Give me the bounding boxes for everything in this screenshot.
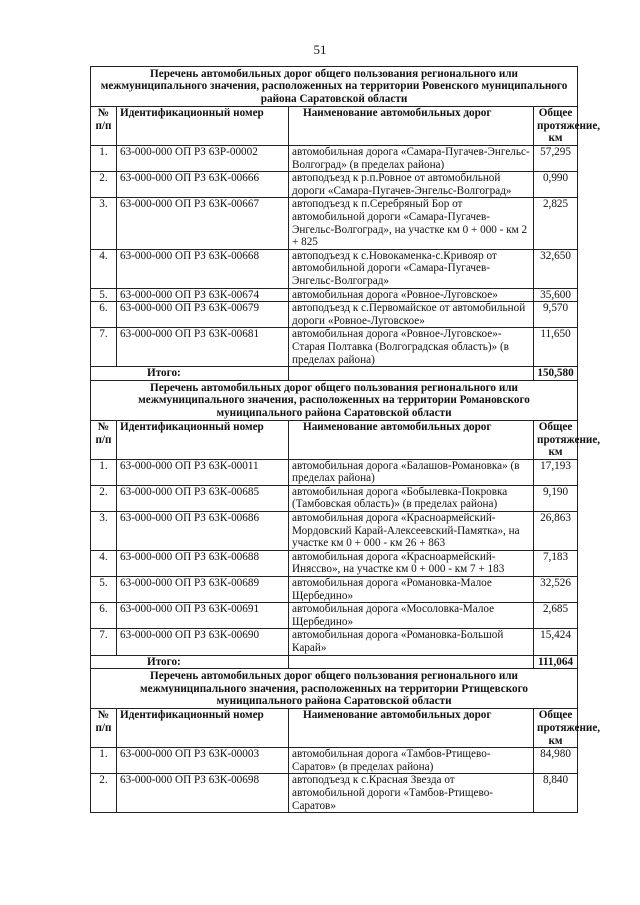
row-number: 1. [91, 748, 117, 774]
header-number: № п/п [91, 420, 117, 459]
table-row [91, 249, 578, 288]
road-identifier: 63-000-000 ОП РЗ 63К-00667 [117, 198, 289, 249]
road-identifier: 63-000-000 ОП РЗ 63К-00688 [117, 550, 289, 576]
road-length: 9,190 [534, 485, 578, 511]
roads-table [90, 66, 601, 813]
header-length: Общее протяжение, км [534, 107, 578, 146]
road-identifier: 63-000-000 ОП РЗ 63Р-00002 [117, 146, 289, 172]
total-row [91, 367, 578, 381]
table-row [91, 603, 578, 629]
section-title-row [91, 669, 578, 709]
row-number: 1. [91, 146, 117, 172]
row-number: 5. [91, 577, 117, 603]
road-length: 32,650 [534, 249, 578, 288]
section-title-row [91, 67, 578, 107]
row-number: 2. [91, 774, 117, 813]
road-identifier: 63-000-000 ОП РЗ 63К-00003 [117, 748, 289, 774]
road-name: автомобильная дорога «Ровное-Луговское»-Старая Полтавка (Волгоградская область)» (в пределах района) [289, 328, 534, 367]
road-name: автоподъезд к р.п.Ровное от автомобильной дороги «Самара-Пугачев-Энгельс-Волгоград» [289, 172, 534, 198]
row-number: 1. [91, 459, 117, 485]
header-length: Общее протяжение, км [534, 709, 578, 748]
row-number: 7. [91, 328, 117, 367]
road-identifier: 63-000-000 ОП РЗ 63К-00681 [117, 328, 289, 367]
total-spacer [289, 367, 534, 381]
row-number: 4. [91, 249, 117, 288]
road-name: автомобильная дорога «Романовка-Большой Карай» [289, 629, 534, 655]
total-spacer [289, 655, 534, 669]
table-row [91, 198, 578, 249]
row-number: 3. [91, 512, 117, 551]
table-row [91, 172, 578, 198]
total-label: Итого: [91, 655, 289, 669]
road-name: автомобильная дорога «Бобылевка-Покровка (Тамбовская область)» (в пределах района) [289, 485, 534, 511]
road-length: 32,526 [534, 577, 578, 603]
header-length: Общее протяжение, км [534, 420, 578, 459]
road-name: автомобильная дорога «Романовка-Малое Щербедино» [289, 577, 534, 603]
road-length: 8,840 [534, 774, 578, 813]
road-length: 57,295 [534, 146, 578, 172]
section-title-row [91, 380, 578, 420]
header-road-name: Наименование автомобильных дорог [289, 420, 534, 459]
road-name: автомобильная дорога «Красноармейский-Иняссво», на участке км 0 + 000 - км 7 + 183 [289, 550, 534, 576]
road-identifier: 63-000-000 ОП РЗ 63К-00690 [117, 629, 289, 655]
row-number: 4. [91, 550, 117, 576]
header-number: № п/п [91, 709, 117, 748]
road-name: автоподъезд к с.Красная Звезда от автомобильной дороги «Тамбов-Ртищево-Саратов» [289, 774, 534, 813]
road-name: автоподъезд к п.Серебряный Бор от автомобильной дороги «Самара-Пугачев-Энгельс-Волгоград», на участке км 0 + 000 - км 2 + 825 [289, 198, 534, 249]
road-length: 11,650 [534, 328, 578, 367]
table-row [91, 146, 578, 172]
road-length: 17,193 [534, 459, 578, 485]
table-row [91, 302, 578, 328]
row-number: 7. [91, 629, 117, 655]
road-length: 2,685 [534, 603, 578, 629]
header-identifier: Идентификационный номер [117, 107, 289, 146]
road-length: 15,424 [534, 629, 578, 655]
road-identifier: 63-000-000 ОП РЗ 63К-00668 [117, 249, 289, 288]
road-length: 35,600 [534, 288, 578, 302]
roads-document [90, 66, 601, 813]
table-row [91, 328, 578, 367]
row-number: 5. [91, 288, 117, 302]
table-row [91, 485, 578, 511]
row-number: 6. [91, 302, 117, 328]
road-identifier: 63-000-000 ОП РЗ 63К-00686 [117, 512, 289, 551]
row-number: 2. [91, 172, 117, 198]
road-name: автоподъезд к с.Новокаменка-с.Кривояр от автомобильной дороги «Самара-Пугачев-Энгельс-Волгоград» [289, 249, 534, 288]
table-row [91, 459, 578, 485]
total-value: 150,580 [534, 367, 578, 381]
total-row [91, 655, 578, 669]
road-length: 0,990 [534, 172, 578, 198]
header-identifier: Идентификационный номер [117, 709, 289, 748]
road-name: автомобильная дорога «Самара-Пугачев-Энгельс-Волгоград» (в пределах района) [289, 146, 534, 172]
table-row [91, 577, 578, 603]
total-label: Итого: [91, 367, 289, 381]
road-name: автомобильная дорога «Ровное-Луговское» [289, 288, 534, 302]
road-name: автомобильная дорога «Мосоловка-Малое Щербедино» [289, 603, 534, 629]
section-title: Перечень автомобильных дорог общего пользования регионального или межмуниципального значения, расположенных на территории Ртищевского муниципального района Саратовской области [91, 669, 578, 709]
table-row [91, 288, 578, 302]
road-identifier: 63-000-000 ОП РЗ 63К-00691 [117, 603, 289, 629]
total-value: 111,064 [534, 655, 578, 669]
road-length: 84,980 [534, 748, 578, 774]
table-row [91, 550, 578, 576]
table-header-row [91, 107, 578, 146]
road-name: автоподъезд к с.Первомайское от автомобильной дороги «Ровное-Луговское» [289, 302, 534, 328]
road-length: 26,863 [534, 512, 578, 551]
header-identifier: Идентификационный номер [117, 420, 289, 459]
road-length: 2,825 [534, 198, 578, 249]
header-road-name: Наименование автомобильных дорог [289, 107, 534, 146]
road-name: автомобильная дорога «Балашов-Романовка» (в пределах района) [289, 459, 534, 485]
road-identifier: 63-000-000 ОП РЗ 63К-00011 [117, 459, 289, 485]
section-title: Перечень автомобильных дорог общего пользования регионального или межмуниципального значения, расположенных на территории Романовского муниципального района Саратовской области [91, 380, 578, 420]
table-row [91, 774, 578, 813]
road-name: автомобильная дорога «Тамбов-Ртищево-Саратов» (в пределах района) [289, 748, 534, 774]
road-identifier: 63-000-000 ОП РЗ 63К-00698 [117, 774, 289, 813]
table-row [91, 748, 578, 774]
page-number: 51 [313, 42, 327, 57]
header-number: № п/п [91, 107, 117, 146]
road-identifier: 63-000-000 ОП РЗ 63К-00689 [117, 577, 289, 603]
row-number: 2. [91, 485, 117, 511]
section-title: Перечень автомобильных дорог общего пользования регионального или межмуниципального значения, расположенных на территории Ровенского муниципального района Саратовской области [91, 67, 578, 107]
header-road-name: Наименование автомобильных дорог [289, 709, 534, 748]
road-length: 7,183 [534, 550, 578, 576]
table-header-row [91, 420, 578, 459]
row-number: 3. [91, 198, 117, 249]
road-length: 9,570 [534, 302, 578, 328]
row-number: 6. [91, 603, 117, 629]
road-identifier: 63-000-000 ОП РЗ 63К-00685 [117, 485, 289, 511]
table-row [91, 629, 578, 655]
road-identifier: 63-000-000 ОП РЗ 63К-00674 [117, 288, 289, 302]
road-identifier: 63-000-000 ОП РЗ 63К-00666 [117, 172, 289, 198]
road-name: автомобильная дорога «Красноармейский-Мордовский Карай-Алексеевский-Памятка», на участке км 0 + 000 - км 26 + 863 [289, 512, 534, 551]
road-identifier: 63-000-000 ОП РЗ 63К-00679 [117, 302, 289, 328]
table-row [91, 512, 578, 551]
table-header-row [91, 709, 578, 748]
